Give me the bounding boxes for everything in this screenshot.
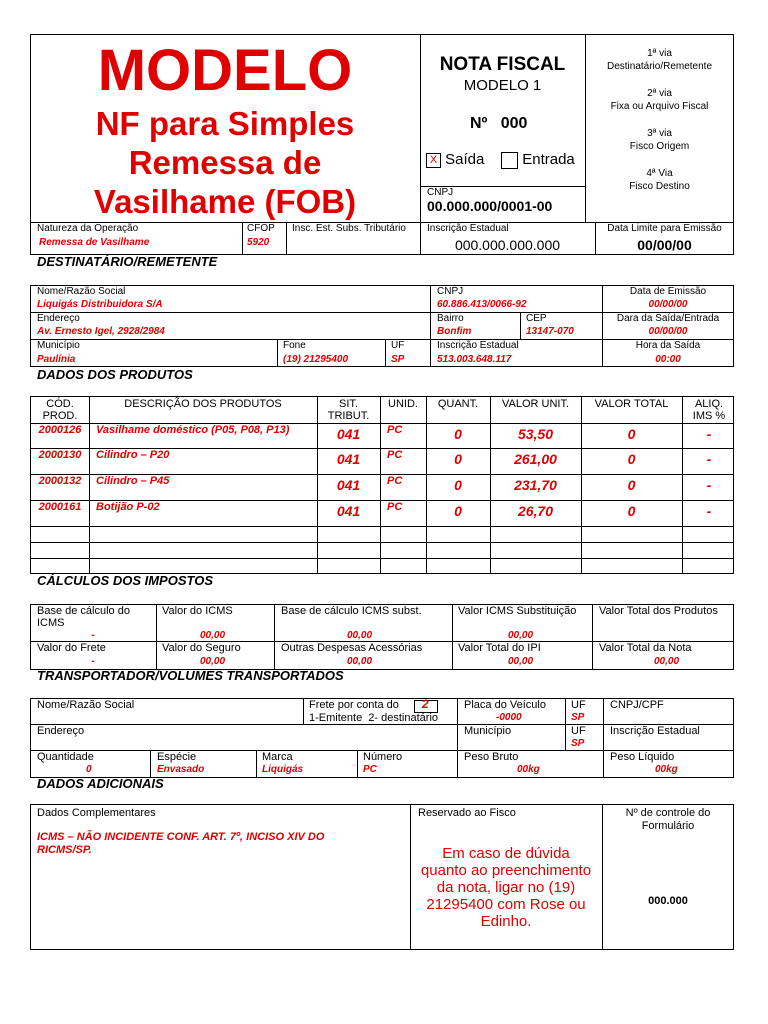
section-impostos: CÁLCULOS DOS IMPOSTOS — [37, 573, 213, 588]
valor-subst-value: 00,00 — [508, 630, 534, 641]
transp-uf2-label: UF — [571, 725, 586, 737]
product-aliq: - — [706, 503, 712, 519]
product-quantity: 0 — [454, 451, 462, 467]
divider — [150, 750, 151, 778]
dest-bairro-label: Bairro — [437, 313, 464, 324]
product-total: 0 — [627, 477, 636, 493]
via-4-desc: Fisco Destino — [629, 181, 690, 192]
dest-fone-label: Fone — [283, 340, 306, 351]
cnpj-value: 00.000.000/0001-00 — [427, 198, 553, 214]
title-line-1: NF para Simples — [95, 105, 355, 142]
data-limite-label: Data Limite para Emissão — [607, 223, 722, 234]
dest-municipio-label: Município — [37, 340, 80, 351]
divider — [565, 698, 566, 750]
saida-checkbox[interactable]: X — [426, 153, 441, 168]
especie-label: Espécie — [157, 751, 197, 763]
tipo-operacao — [426, 151, 575, 169]
total-nota-value: 00,00 — [654, 656, 680, 667]
divider — [256, 750, 257, 778]
product-sit: 041 — [336, 477, 361, 493]
product-quantity: 0 — [454, 477, 462, 493]
product-sit: 041 — [336, 451, 361, 467]
dest-saida-entrada-label: Dara da Saída/Entrada — [616, 313, 720, 324]
transp-uf2-value: SP — [571, 738, 585, 749]
complementares-value: ICMS – NÃO INCIDENTE CONF. ART. 7º, INCISO XIV DO RICMS/SP. — [37, 831, 325, 856]
product-unit-price: 53,50 — [517, 426, 554, 442]
modelo-watermark: MODELO — [97, 38, 353, 103]
saida-label: Saída — [445, 151, 485, 168]
vias-list — [585, 47, 734, 193]
via-1-title: 1ª via — [647, 48, 672, 59]
data-limite-value: 00/00/00 — [637, 237, 692, 253]
base-icms-label: Base de cálculo do ICMS — [37, 605, 130, 629]
seguro-value: 00,00 — [200, 656, 226, 667]
complementares-label: Dados Complementares — [37, 807, 156, 819]
dest-uf-value: SP — [391, 354, 405, 365]
product-aliq: - — [706, 451, 712, 467]
seguro-label: Valor do Seguro — [162, 642, 241, 654]
dest-hora-label: Hora da Saída — [635, 340, 701, 351]
via-2-title: 2ª via — [647, 88, 672, 99]
divider — [286, 222, 287, 255]
especie-value: Envasado — [157, 764, 205, 775]
entrada-label: Entrada — [522, 151, 575, 168]
divider — [603, 698, 604, 778]
divider — [30, 542, 734, 543]
col-cod-header: CÓD. PROD. — [42, 398, 78, 422]
transp-cnpj-label: CNPJ/CPF — [610, 699, 664, 711]
product-code: 2000130 — [38, 449, 82, 461]
divider — [277, 339, 278, 367]
section-destinatario: DESTINATÁRIO/REMETENTE — [37, 254, 218, 269]
dest-saida-entrada-value: 00/00/00 — [648, 326, 688, 337]
peso-bruto-label: Peso Bruto — [464, 751, 519, 763]
divider — [30, 526, 734, 527]
via-3-title: 3ª via — [647, 128, 672, 139]
title-line-3: Vasilhame (FOB) — [93, 183, 357, 220]
dest-municipio-value: Paulínia — [37, 354, 76, 365]
col-vtotal-header: VALOR TOTAL — [594, 398, 669, 410]
frete-opcoes: 1-Emitente 2- destinatário — [309, 712, 439, 724]
product-description: Botijão P-02 — [96, 501, 160, 513]
section-adicionais: DADOS ADICIONAIS — [37, 776, 164, 791]
dest-cnpj-label: CNPJ — [437, 286, 464, 297]
product-sit: 041 — [336, 503, 361, 519]
insc-est-value: 000.000.000.000 — [454, 237, 561, 253]
outras-despesas-label: Outras Despesas Acessórias — [281, 642, 423, 654]
dest-fone-value: (19) 21295400 — [283, 354, 349, 365]
placa-value: -0000 — [496, 712, 522, 723]
frete-conta-value: 2 — [422, 697, 429, 711]
divider — [30, 558, 734, 559]
dest-cnpj-value: 60.886.413/0066-92 — [437, 299, 527, 310]
dest-cep-value: 13147-070 — [526, 326, 574, 337]
transp-nome-label: Nome/Razão Social — [37, 699, 135, 711]
via-3-desc: Fisco Origem — [629, 141, 690, 152]
divider — [156, 604, 157, 670]
dest-nome-value: Liquigás Distribuidora S/A — [37, 299, 163, 310]
controle-label: Nº de controle do Formulário — [625, 807, 711, 832]
base-icms-value: - — [91, 630, 95, 641]
transp-uf-value: SP — [571, 712, 585, 723]
outras-despesas-value: 00,00 — [347, 656, 373, 667]
entrada-checkbox[interactable] — [501, 152, 518, 169]
divider — [274, 604, 275, 670]
product-total: 0 — [627, 426, 636, 442]
divider — [592, 604, 593, 670]
product-description: Cilindro – P20 — [96, 449, 170, 461]
product-code: 2000161 — [38, 501, 82, 513]
section-produtos: DADOS DOS PRODUTOS — [37, 367, 193, 382]
product-total: 0 — [627, 451, 636, 467]
title-line-2: Remessa de — [128, 144, 322, 181]
dest-ie-value: 513.003.648.117 — [437, 354, 512, 365]
peso-liquido-value: 00kg — [655, 764, 678, 775]
col-sit-header: SIT. TRIBUT. — [327, 398, 370, 422]
base-subst-label: Base de cálculo ICMS subst. — [281, 605, 422, 617]
col-aliq-header: ALIQ. IMS % — [692, 398, 726, 422]
base-subst-value: 00,00 — [347, 630, 373, 641]
marca-label: Marca — [262, 751, 293, 763]
cfop-label: CFOP — [247, 223, 275, 234]
section-transportador: TRANSPORTADOR/VOLUMES TRANSPORTADOS — [37, 668, 344, 683]
modelo-subtitle: MODELO 1 — [463, 77, 542, 94]
product-aliq: - — [706, 477, 712, 493]
product-quantity: 0 — [454, 503, 462, 519]
dest-emissao-value: 00/00/00 — [648, 299, 688, 310]
placa-label: Placa do Veículo — [464, 699, 546, 711]
reservado-fisco-label: Reservado ao Fisco — [418, 807, 516, 819]
product-quantity: 0 — [454, 426, 462, 442]
numero-label: Número — [363, 751, 403, 763]
valor-subst-label: Valor ICMS Substituição — [458, 605, 577, 617]
transp-uf-label: UF — [571, 699, 586, 711]
ipi-value: 00,00 — [508, 656, 534, 667]
product-description: Vasilhame doméstico (P05, P08, P13) — [96, 424, 290, 436]
dest-bairro-value: Bonfim — [437, 326, 472, 337]
dest-cep-label: CEP — [526, 313, 547, 324]
transp-endereco-label: Endereço — [37, 725, 85, 737]
divider — [452, 604, 453, 670]
product-unit-price: 26,70 — [517, 503, 554, 519]
cfop-value: 5920 — [247, 237, 270, 248]
divider — [303, 698, 304, 724]
product-unit-price: 231,70 — [514, 477, 557, 493]
peso-bruto-value: 00kg — [517, 764, 540, 775]
transp-municipio-label: Município — [464, 725, 512, 737]
quantidade-value: 0 — [86, 764, 92, 775]
controle-value: 000.000 — [648, 895, 688, 907]
valor-icms-label: Valor do ICMS — [162, 605, 233, 617]
product-unit: PC — [387, 449, 403, 461]
product-unit-price: 261,00 — [514, 451, 557, 467]
divider — [410, 804, 411, 950]
marca-value: Liquigás — [262, 764, 304, 775]
nota-fiscal-title: NOTA FISCAL — [439, 54, 566, 75]
peso-liquido-label: Peso Líquido — [610, 751, 675, 763]
quantidade-label: Quantidade — [37, 751, 94, 763]
insc-subs-label: Insc. Est. Subs. Tributário — [292, 223, 406, 234]
document-title — [32, 104, 418, 221]
dest-uf-label: UF — [391, 340, 405, 351]
frete-conta-label: Frete por conta do — [309, 699, 399, 711]
divider — [457, 698, 458, 778]
col-unid-header: UNID. — [388, 398, 418, 410]
product-unit: PC — [387, 475, 403, 487]
via-4-title: 4ª Via — [646, 168, 673, 179]
insc-est-label: Inscrição Estadual — [427, 223, 509, 234]
divider — [380, 396, 381, 574]
frete-value: - — [91, 656, 95, 667]
col-vunit-header: VALOR UNIT. — [501, 398, 570, 410]
product-code: 2000132 — [38, 475, 82, 487]
dest-hora-value: 00:00 — [655, 354, 681, 365]
divider — [242, 222, 243, 255]
frete-label: Valor do Frete — [37, 642, 106, 654]
product-unit: PC — [387, 424, 403, 436]
dest-endereco-label: Endereço — [37, 313, 80, 324]
total-produtos-label: Valor Total dos Produtos — [599, 605, 718, 617]
divider — [89, 396, 90, 574]
product-description: Cilindro – P45 — [96, 475, 170, 487]
divider — [682, 396, 683, 574]
col-desc-header: DESCRIÇÃO DOS PRODUTOS — [124, 398, 282, 410]
via-1-desc: Destinatário/Remetente — [606, 61, 713, 72]
cnpj-label: CNPJ — [427, 187, 454, 198]
dest-ie-label: Inscrição Estadual — [437, 340, 519, 351]
via-2-desc: Fixa ou Arquivo Fiscal — [610, 101, 709, 112]
divider — [385, 339, 386, 367]
transp-ie-label: Inscrição Estadual — [610, 725, 700, 737]
natureza-value: Remessa de Vasilhame — [39, 237, 150, 248]
divider — [357, 750, 358, 778]
dest-nome-label: Nome/Razão Social — [37, 286, 126, 297]
fisco-contact-note: Em caso de dúvida quanto ao preenchimento da nota, ligar no (19) 21295400 com Rose ou Edinho. — [420, 845, 592, 930]
divider — [430, 285, 431, 367]
product-unit: PC — [387, 501, 403, 513]
product-sit: 041 — [336, 426, 361, 442]
valor-icms-value: 00,00 — [200, 630, 226, 641]
product-aliq: - — [706, 426, 712, 442]
total-nota-label: Valor Total da Nota — [599, 642, 692, 654]
divider — [520, 312, 521, 339]
dest-endereco-value: Av. Ernesto Igel, 2928/2984 — [37, 326, 165, 337]
numero-value: PC — [363, 764, 377, 775]
product-code: 2000126 — [38, 424, 82, 436]
nota-number: Nº 000 — [470, 115, 528, 132]
ipi-label: Valor Total do IPI — [458, 642, 541, 654]
natureza-label: Natureza da Operação — [37, 223, 139, 234]
dest-emissao-label: Data de Emissão — [629, 286, 707, 297]
col-quant-header: QUANT. — [437, 398, 479, 410]
product-total: 0 — [627, 503, 636, 519]
